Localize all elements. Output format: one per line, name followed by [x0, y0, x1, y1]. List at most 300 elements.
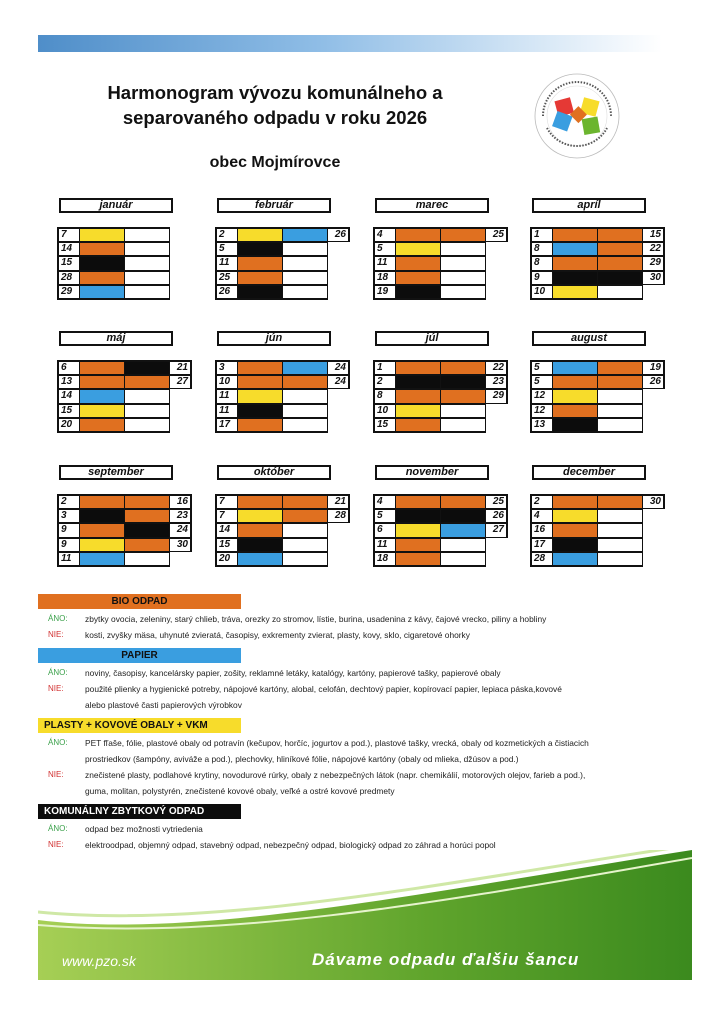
waste-type-cell: [395, 418, 441, 433]
day-number: 8: [373, 389, 396, 404]
waste-type-cell: [124, 509, 170, 524]
waste-type-cell: [552, 375, 598, 390]
month-name: september: [59, 465, 173, 480]
day-number: 1: [373, 360, 396, 375]
schedule-row: [215, 361, 360, 376]
association-logo: [533, 72, 621, 160]
waste-type-cell: [552, 552, 598, 567]
day-number: 2: [57, 494, 80, 509]
waste-type-cell: [552, 389, 598, 404]
waste-type-cell: [79, 418, 125, 433]
schedule-row: [215, 419, 360, 434]
schedule-row: [57, 257, 202, 272]
legend-tag: ÁNO:: [48, 824, 68, 833]
waste-type-cell: [597, 271, 643, 286]
waste-type-cell: [237, 404, 283, 419]
waste-type-cell: [395, 389, 441, 404]
waste-type-cell: [395, 538, 441, 553]
month-name: máj: [59, 331, 173, 346]
day-number-second: 30: [169, 538, 192, 553]
waste-type-cell: [237, 494, 283, 509]
legend-header-bio: BIO ODPAD: [38, 594, 241, 609]
day-number-second: 29: [642, 256, 665, 271]
day-number-second: 30: [642, 494, 665, 509]
month-rows: [373, 495, 518, 568]
day-number-second: 19: [642, 360, 665, 375]
waste-type-cell: [124, 360, 170, 375]
waste-type-cell: [440, 404, 486, 419]
legend-line: [38, 613, 678, 625]
month-rows: [373, 361, 518, 434]
day-number: 11: [215, 256, 238, 271]
waste-type-cell: [282, 227, 328, 242]
day-number: 18: [373, 271, 396, 286]
waste-type-cell: [79, 552, 125, 567]
waste-type-cell: [124, 404, 170, 419]
waste-type-cell: [79, 523, 125, 538]
waste-type-cell: [79, 494, 125, 509]
day-number-second: 22: [485, 360, 508, 375]
title-line-2: separovaného odpadu v roku 2026: [122, 107, 428, 128]
day-number: 12: [530, 404, 553, 419]
waste-type-cell: [282, 285, 328, 300]
schedule-row: [373, 272, 518, 287]
waste-type-cell: [440, 227, 486, 242]
day-number: 7: [57, 227, 80, 242]
schedule-row: [373, 361, 518, 376]
legend-tag: ÁNO:: [48, 614, 68, 623]
waste-type-cell: [282, 404, 328, 419]
day-number: 2: [530, 494, 553, 509]
waste-type-cell: [552, 242, 598, 257]
page-title: [70, 80, 480, 130]
day-number: 12: [530, 389, 553, 404]
day-number: 4: [373, 494, 396, 509]
month-name: december: [532, 465, 646, 480]
month-name: január: [59, 198, 173, 213]
waste-type-cell: [124, 375, 170, 390]
waste-type-cell: [124, 494, 170, 509]
month-block: [57, 465, 202, 585]
footer-slogan: Dávame odpadu ďalšiu šancu: [312, 950, 580, 969]
schedule-row: [373, 286, 518, 301]
waste-type-cell: [282, 418, 328, 433]
waste-type-cell: [552, 494, 598, 509]
month-block: [373, 465, 518, 585]
schedule-row: [57, 495, 202, 510]
month-block: [530, 465, 675, 585]
day-number: 5: [215, 242, 238, 257]
legend-line: [38, 785, 678, 797]
schedule-row: [215, 257, 360, 272]
month-name: február: [217, 198, 331, 213]
waste-type-cell: [282, 552, 328, 567]
month-name: júl: [375, 331, 489, 346]
day-number-second: 22: [642, 242, 665, 257]
waste-type-cell: [124, 271, 170, 286]
waste-type-cell: [440, 242, 486, 257]
schedule-row: [57, 228, 202, 243]
legend-tag: NIE:: [48, 770, 64, 779]
waste-type-cell: [597, 523, 643, 538]
waste-type-cell: [124, 389, 170, 404]
legend-line: [38, 737, 678, 749]
waste-type-cell: [552, 285, 598, 300]
waste-type-cell: [395, 271, 441, 286]
schedule-row: [57, 286, 202, 301]
waste-type-cell: [440, 389, 486, 404]
waste-type-cell: [79, 404, 125, 419]
waste-type-cell: [440, 523, 486, 538]
waste-type-cell: [124, 285, 170, 300]
waste-type-cell: [552, 256, 598, 271]
schedule-row: [215, 510, 360, 525]
waste-type-cell: [79, 375, 125, 390]
schedule-row: [530, 553, 675, 568]
schedule-row: [530, 390, 675, 405]
legend-tag: NIE:: [48, 684, 64, 693]
waste-type-cell: [124, 523, 170, 538]
waste-type-cell: [237, 256, 283, 271]
month-rows: [215, 228, 360, 301]
waste-type-cell: [237, 418, 283, 433]
legend-text: zbytky ovocia, zeleniny, starý chlieb, tráva, orezky zo stromov, lístie, burina, usadenina z kávy, čajové vrecko, piliny a hobliny: [85, 614, 547, 624]
waste-type-cell: [79, 256, 125, 271]
month-name: október: [217, 465, 331, 480]
legend-text: elektroodpad, objemný odpad, stavebný odpad, nebezpečný odpad, biologický odpad zo záhrad a horúci popol: [85, 840, 496, 850]
waste-type-cell: [440, 494, 486, 509]
schedule-row: [57, 510, 202, 525]
schedule-row: [57, 361, 202, 376]
day-number: 4: [373, 227, 396, 242]
day-number: 7: [215, 509, 238, 524]
schedule-row: [530, 510, 675, 525]
waste-type-cell: [395, 523, 441, 538]
day-number: 14: [57, 242, 80, 257]
day-number: 15: [57, 404, 80, 419]
schedule-row: [57, 272, 202, 287]
day-number-second: 21: [327, 494, 350, 509]
waste-type-cell: [597, 418, 643, 433]
legend-tag: ÁNO:: [48, 738, 68, 747]
month-rows: [215, 361, 360, 434]
schedule-row: [215, 524, 360, 539]
waste-type-cell: [237, 285, 283, 300]
waste-type-cell: [552, 227, 598, 242]
month-name: november: [375, 465, 489, 480]
waste-type-cell: [440, 271, 486, 286]
waste-type-cell: [79, 285, 125, 300]
legend-tag: NIE:: [48, 840, 64, 849]
day-number: 13: [530, 418, 553, 433]
schedule-row: [215, 286, 360, 301]
month-block: [215, 198, 360, 318]
schedule-row: [215, 376, 360, 391]
day-number: 2: [215, 227, 238, 242]
waste-type-cell: [395, 256, 441, 271]
waste-type-cell: [237, 538, 283, 553]
day-number-second: 23: [169, 509, 192, 524]
schedule-row: [57, 376, 202, 391]
day-number-second: 24: [169, 523, 192, 538]
waste-type-cell: [237, 509, 283, 524]
waste-type-cell: [552, 360, 598, 375]
day-number: 5: [373, 509, 396, 524]
waste-type-cell: [124, 242, 170, 257]
schedule-row: [373, 419, 518, 434]
day-number-second: 29: [485, 389, 508, 404]
day-number-second: 16: [169, 494, 192, 509]
day-number: 1: [530, 227, 553, 242]
day-number: 6: [57, 360, 80, 375]
month-block: [373, 198, 518, 318]
day-number-second: 25: [485, 227, 508, 242]
waste-type-cell: [282, 389, 328, 404]
schedule-row: [57, 243, 202, 258]
waste-type-cell: [124, 256, 170, 271]
day-number: 28: [57, 271, 80, 286]
waste-type-cell: [124, 538, 170, 553]
schedule-row: [57, 405, 202, 420]
day-number-second: 30: [642, 271, 665, 286]
schedule-row: [373, 228, 518, 243]
day-number: 13: [57, 375, 80, 390]
waste-type-cell: [237, 389, 283, 404]
day-number: 17: [215, 418, 238, 433]
schedule-row: [530, 286, 675, 301]
day-number-second: 27: [169, 375, 192, 390]
day-number: 25: [215, 271, 238, 286]
day-number: 3: [215, 360, 238, 375]
legend-text: noviny, časopisy, kancelársky papier, zošity, reklamné letáky, katalógy, kartóny, papierové tašky, papierové obaly: [85, 668, 501, 678]
waste-type-cell: [440, 256, 486, 271]
schedule-row: [373, 390, 518, 405]
footer-website: www.pzo.sk: [62, 953, 136, 969]
day-number-second: 28: [327, 509, 350, 524]
schedule-row: [215, 405, 360, 420]
waste-type-cell: [237, 271, 283, 286]
legend-text: PET fľaše, fólie, plastové obaly od potravín (kečupov, horčíc, jogurtov a pod.), plastové tašky, vrecká, obaly od kozmetických a čistiacich: [85, 738, 589, 748]
schedule-row: [530, 243, 675, 258]
day-number: 10: [373, 404, 396, 419]
day-number: 18: [373, 552, 396, 567]
schedule-row: [373, 257, 518, 272]
waste-type-cell: [597, 285, 643, 300]
waste-type-cell: [597, 242, 643, 257]
waste-type-cell: [79, 509, 125, 524]
waste-type-cell: [552, 538, 598, 553]
schedule-row: [215, 272, 360, 287]
schedule-row: [373, 243, 518, 258]
waste-type-cell: [282, 494, 328, 509]
waste-type-cell: [395, 404, 441, 419]
waste-type-cell: [552, 509, 598, 524]
day-number: 5: [530, 375, 553, 390]
day-number: 11: [373, 256, 396, 271]
waste-type-cell: [440, 552, 486, 567]
legend-line: [38, 667, 678, 679]
schedule-row: [530, 228, 675, 243]
legend-text: kosti, zvyšky mäsa, uhynuté zvieratá, časopisy, exkrementy zvierat, plasty, kovy, sklo, cigaretové ohorky: [85, 630, 470, 640]
waste-type-cell: [282, 242, 328, 257]
legend-text: použité plienky a hygienické potreby, nápojové kartóny, alobal, celofán, dechtový papier, kopírovací papier, lepiaca páska,kovové: [85, 684, 562, 694]
waste-type-cell: [597, 509, 643, 524]
month-block: [530, 331, 675, 451]
day-number: 15: [57, 256, 80, 271]
waste-type-cell: [282, 509, 328, 524]
schedule-row: [215, 243, 360, 258]
month-name: august: [532, 331, 646, 346]
day-number: 10: [215, 375, 238, 390]
waste-type-cell: [237, 242, 283, 257]
waste-type-cell: [395, 494, 441, 509]
month-block: [530, 198, 675, 318]
schedule-row: [57, 419, 202, 434]
day-number: 8: [530, 256, 553, 271]
waste-type-cell: [597, 227, 643, 242]
waste-type-cell: [552, 404, 598, 419]
schedule-row: [215, 390, 360, 405]
day-number: 9: [57, 523, 80, 538]
waste-type-cell: [395, 375, 441, 390]
waste-type-cell: [237, 227, 283, 242]
waste-type-cell: [395, 509, 441, 524]
day-number-second: 23: [485, 375, 508, 390]
schedule-row: [530, 257, 675, 272]
day-number: 16: [530, 523, 553, 538]
legend-text: guma, molitan, polystyrén, znečistené kovové obaly, veľké a ostré kovové predmety: [85, 786, 395, 796]
day-number: 9: [530, 271, 553, 286]
waste-type-cell: [79, 538, 125, 553]
month-rows: [215, 495, 360, 568]
schedule-row: [373, 524, 518, 539]
day-number-second: 15: [642, 227, 665, 242]
legend-line: [38, 699, 678, 711]
schedule-row: [373, 376, 518, 391]
schedule-row: [530, 272, 675, 287]
day-number: 15: [373, 418, 396, 433]
legend-header-papier: PAPIER: [38, 648, 241, 663]
month-block: [373, 331, 518, 451]
legend-line: [38, 769, 678, 781]
day-number-second: 27: [485, 523, 508, 538]
top-decorative-bar: [38, 35, 662, 52]
schedule-row: [57, 553, 202, 568]
day-number-second: 26: [642, 375, 665, 390]
day-number: 6: [373, 523, 396, 538]
waste-type-cell: [124, 418, 170, 433]
day-number: 3: [57, 509, 80, 524]
day-number: 28: [530, 552, 553, 567]
waste-type-cell: [597, 360, 643, 375]
day-number: 19: [373, 285, 396, 300]
month-name: apríl: [532, 198, 646, 213]
day-number: 5: [530, 360, 553, 375]
day-number: 20: [57, 418, 80, 433]
month-block: [57, 198, 202, 318]
month-block: [215, 465, 360, 585]
schedule-row: [530, 361, 675, 376]
month-rows: [530, 228, 675, 301]
day-number: 7: [215, 494, 238, 509]
day-number-second: 21: [169, 360, 192, 375]
schedule-row: [373, 495, 518, 510]
schedule-row: [530, 419, 675, 434]
waste-type-cell: [79, 242, 125, 257]
day-number: 29: [57, 285, 80, 300]
legend-text: odpad bez možnosti vytriedenia: [85, 824, 203, 834]
legend-tag: NIE:: [48, 630, 64, 639]
waste-type-cell: [237, 552, 283, 567]
day-number: 11: [373, 538, 396, 553]
day-number: 8: [530, 242, 553, 257]
schedule-row: [373, 539, 518, 554]
waste-type-cell: [237, 375, 283, 390]
schedule-row: [57, 539, 202, 554]
waste-type-cell: [79, 389, 125, 404]
day-number: 4: [530, 509, 553, 524]
waste-type-cell: [237, 523, 283, 538]
month-rows: [530, 495, 675, 568]
month-block: [57, 331, 202, 451]
waste-type-cell: [440, 360, 486, 375]
waste-type-cell: [597, 256, 643, 271]
waste-type-cell: [395, 242, 441, 257]
waste-type-cell: [282, 523, 328, 538]
day-number: 9: [57, 538, 80, 553]
month-name: marec: [375, 198, 489, 213]
month-rows: [530, 361, 675, 434]
schedule-row: [215, 228, 360, 243]
waste-type-cell: [552, 523, 598, 538]
waste-type-cell: [79, 360, 125, 375]
waste-type-cell: [124, 227, 170, 242]
waste-type-cell: [395, 227, 441, 242]
schedule-row: [57, 524, 202, 539]
waste-type-cell: [282, 256, 328, 271]
legend-header-komunal: KOMUNÁLNY ZBYTKOVÝ ODPAD: [38, 804, 241, 819]
day-number: 11: [215, 404, 238, 419]
legend-tag: ÁNO:: [48, 668, 68, 677]
day-number-second: 25: [485, 494, 508, 509]
day-number: 11: [57, 552, 80, 567]
day-number: 11: [215, 389, 238, 404]
waste-type-cell: [440, 538, 486, 553]
waste-type-cell: [124, 552, 170, 567]
municipality-subtitle: obec Mojmírovce: [209, 154, 341, 171]
waste-type-cell: [440, 285, 486, 300]
legend-text: alebo plastové časti papierových výrobkov: [85, 700, 242, 710]
legend-text: prostriedkov (šampóny, aviváže a pod.), plechovky, hliníkové fólie, nápojové kartóny (obaly od mlieka, džúsov a pod.): [85, 754, 519, 764]
schedule-row: [530, 539, 675, 554]
month-rows: [57, 228, 202, 301]
day-number: 2: [373, 375, 396, 390]
waste-type-cell: [440, 509, 486, 524]
waste-type-cell: [597, 375, 643, 390]
schedule-row: [530, 376, 675, 391]
waste-type-cell: [395, 552, 441, 567]
waste-type-cell: [282, 538, 328, 553]
schedule-row: [57, 390, 202, 405]
schedule-row: [530, 524, 675, 539]
legend-header-plasty: PLASTY + KOVOVÉ OBALY + VKM: [38, 718, 241, 733]
legend-line: [38, 683, 678, 695]
waste-type-cell: [552, 418, 598, 433]
legend-text: znečistené plasty, podlahové krytiny, novodurové rúrky, obaly z nebezpečných látok (napr. chemikálií, motorových olejov, farieb a pod.),: [85, 770, 586, 780]
legend-line: [38, 753, 678, 765]
schedule-row: [530, 495, 675, 510]
day-number: 10: [530, 285, 553, 300]
